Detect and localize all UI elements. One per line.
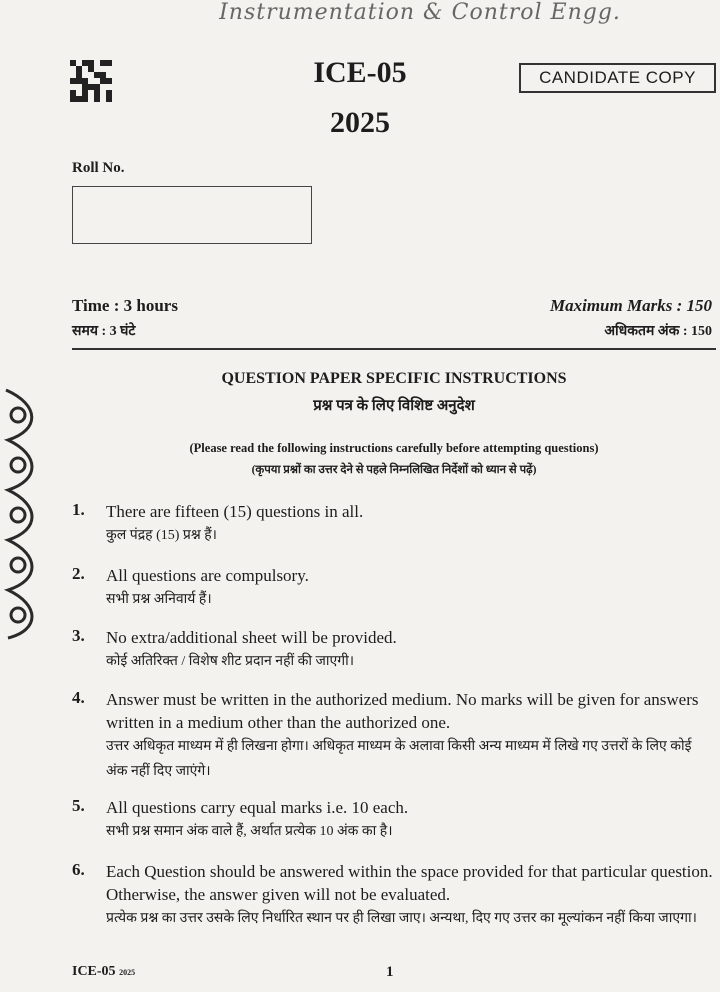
- instruction-number: 2.: [72, 564, 85, 583]
- candidate-copy-label: CANDIDATE COPY: [519, 63, 716, 93]
- roll-number-box[interactable]: [72, 186, 312, 244]
- instruction-item: [72, 626, 716, 674]
- instructions-heading-hindi: प्रश्न पत्र के लिए विशिष्ट अनुदेश: [313, 398, 475, 414]
- roll-number-label: Roll No.: [72, 160, 125, 176]
- decorative-border-ornament: [0, 380, 46, 642]
- instruction-text-hindi: कोई अतिरिक्त / विशेष शीट प्रदान नहीं की जाएगी।: [106, 654, 355, 669]
- instruction-number: 3.: [72, 626, 85, 645]
- instruction-number: 5.: [72, 796, 85, 815]
- max-marks-english: Maximum Marks : 150: [550, 296, 712, 315]
- footer-year: 2025: [119, 968, 136, 977]
- instruction-item: [72, 796, 716, 844]
- handwritten-subject-note: Instrumentation & Control Engg.: [219, 0, 621, 25]
- page-number: 1: [386, 964, 394, 980]
- instruction-text-hindi: उत्तर अधिकृत माध्यम में ही लिखना होगा। अधिकृत माध्यम के अलावा किसी अन्य माध्यम में लिखे गए उत्तरों के लिए कोई अंक नहीं दिए जाएंगे।: [106, 739, 692, 779]
- instruction-text-hindi: सभी प्रश्न समान अंक वाले हैं, अर्थात प्रत्येक 10 अंक का है।: [106, 824, 393, 839]
- max-marks-hindi: अधिकतम अंक : 150: [604, 324, 712, 339]
- instruction-text-english: No extra/additional sheet will be provided.: [106, 628, 397, 647]
- read-carefully-note-english: (Please read the following instructions carefully before attempting questions): [189, 441, 599, 455]
- instruction-item: [72, 688, 716, 784]
- instruction-text-english: All questions carry equal marks i.e. 10 each.: [106, 798, 409, 817]
- instruction-text-hindi: प्रत्येक प्रश्न का उत्तर उसके लिए निर्धारित स्थान पर ही लिखा जाए। अन्यथा, दिए गए उत्तर का मूल्यांकन नहीं किया जाएगा।: [106, 911, 697, 926]
- instructions-heading-english: QUESTION PAPER SPECIFIC INSTRUCTIONS: [221, 370, 567, 387]
- instruction-text-hindi: सभी प्रश्न अनिवार्य हैं।: [106, 592, 212, 607]
- paper-code: ICE-05: [313, 56, 407, 89]
- instruction-text-hindi: कुल पंद्रह (15) प्रश्न हैं।: [106, 528, 217, 543]
- exam-year: 2025: [330, 106, 390, 139]
- footer-paper-code: [72, 964, 135, 980]
- instruction-item: [72, 860, 716, 931]
- read-carefully-note-hindi: (कृपया प्रश्नों का उत्तर देने से पहले निम्नलिखित निर्देशों को ध्यान से पढ़ें): [251, 464, 537, 476]
- footer-code-text: ICE-05: [72, 964, 116, 979]
- instruction-number: 1.: [72, 500, 85, 519]
- instruction-number: 6.: [72, 860, 85, 879]
- instruction-text-english: There are fifteen (15) questions in all.: [106, 502, 364, 521]
- instruction-number: 4.: [72, 688, 85, 707]
- instruction-text-english: All questions are compulsory.: [106, 566, 309, 585]
- instruction-text-english: Answer must be written in the authorized medium. No marks will be given for answers written in a medium other than the authorized one.: [106, 690, 699, 732]
- instruction-item: [72, 500, 716, 548]
- time-hindi: समय : 3 घंटे: [72, 324, 136, 339]
- header-divider: [72, 348, 716, 350]
- instruction-item: [72, 564, 716, 612]
- instruction-text-english: Each Question should be answered within the space provided for that particular question. Otherwise, the answer given will not be evaluated.: [106, 862, 713, 904]
- time-english: Time : 3 hours: [72, 296, 178, 315]
